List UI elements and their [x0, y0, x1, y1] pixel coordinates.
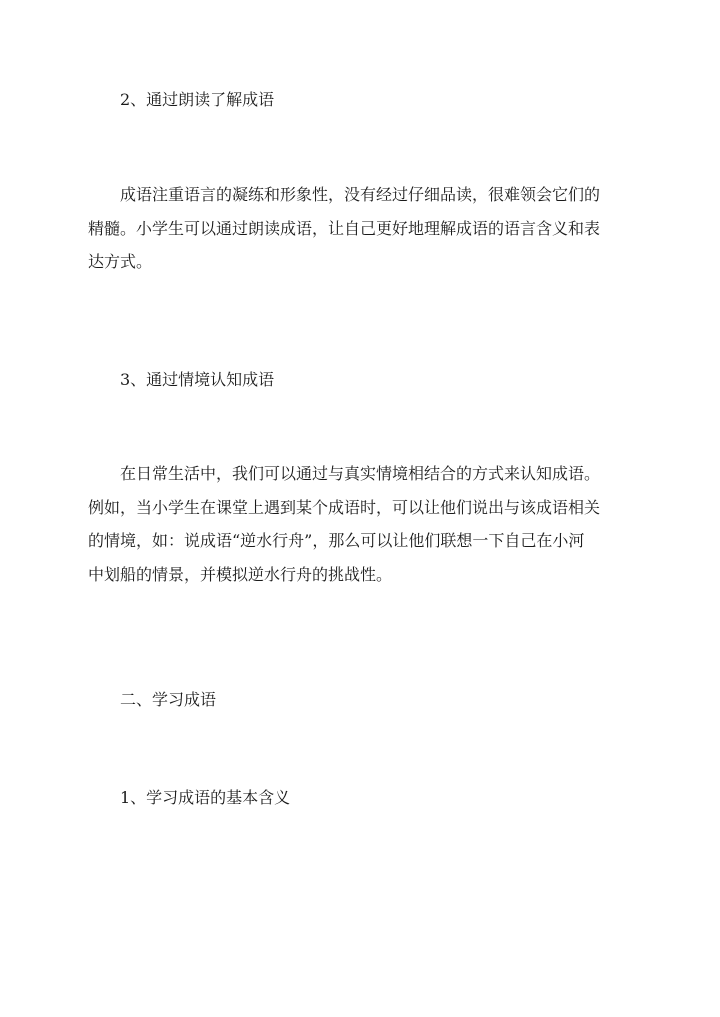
paragraph-line: 例如，当小学生在课堂上遇到某个成语时，可以让他们说出与该成语相关	[88, 497, 601, 517]
chapter-heading-learning: 二、学习成语	[120, 690, 217, 709]
paragraph-context	[88, 457, 640, 591]
paragraph-line: 中划船的情景，并模拟逆水行舟的挑战性。	[88, 564, 393, 584]
section-heading-reading: 2、通过朗读了解成语	[120, 90, 275, 109]
paragraph-reading	[88, 178, 640, 279]
section-heading-meaning: 1、学习成语的基本含义	[120, 788, 291, 807]
paragraph-line: 成语注重语言的凝练和形象性，没有经过仔细品读，很难领会它们的	[120, 185, 601, 204]
paragraph-line: 在日常生活中，我们可以通过与真实情境相结合的方式来认知成语。	[120, 464, 601, 483]
paragraph-line: 达方式。	[88, 252, 153, 271]
section-heading-context: 3、通过情境认知成语	[120, 370, 275, 389]
paragraph-line: 精髓。小学生可以通过朗读成语，让自己更好地理解成语的语言含义和表	[88, 218, 601, 238]
paragraph-line: 的情境，如：说成语“逆水行舟”，那么可以让他们联想一下自己在小河	[88, 531, 585, 550]
